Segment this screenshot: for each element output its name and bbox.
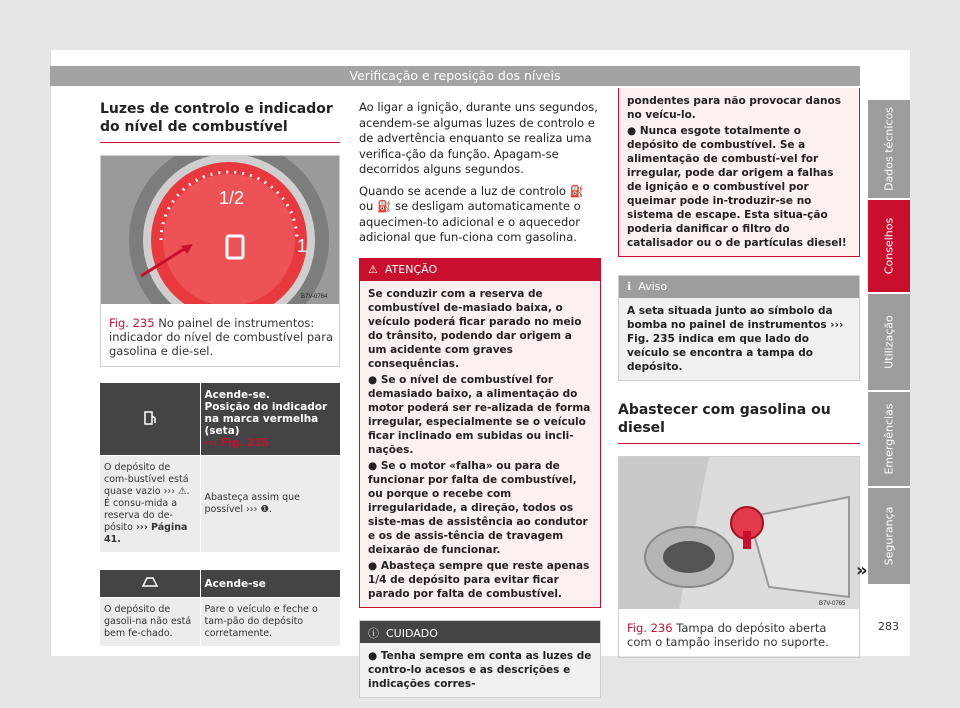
gauge-label-full: 1 <box>297 236 308 256</box>
caution-continuation: pondentes para não provocar danos no veícu-lo. ● Nunca esgote totalmente o depósito de combustível. Se a alimentação de combustí-vel for irregular, pode dar origem a falhas de ignição e o combustível por queimar pode in-troduzir-se no sistema de escape. Esta situa-ção poderia danificar o filtro do catalisador ou o de partículas diesel! <box>618 88 860 257</box>
table2-cell-action: Pare o veículo e feche o tam-pão do depósito corretamente. <box>200 598 340 647</box>
warning-item: ● Se o motor «falha» ou para de funcionar por falta de combustível, ou porque o recebe com irregularidade, a direção, todos os siste-mas de assistência ao condutor e os de assis-tência de travagem deixarão de funcionar. <box>368 459 588 556</box>
indicator-table-cap <box>100 570 340 646</box>
table1-cell-condition: O depósito de com-bustível está quase vazio ››› ⚠. É consu-mida a reserva do de-pósito ››› Página 41. <box>100 456 200 553</box>
table2-cell-condition: O depósito de gasoli-na não está bem fe-chado. <box>100 598 200 647</box>
warning-header: ⚠ ATENÇÃO <box>360 259 600 281</box>
section-title-indicators: Luzes de controlo e indicador do nível de combustível <box>100 100 340 143</box>
note-header: ℹ Aviso <box>619 276 859 298</box>
figure-code: B7V-0765 <box>819 601 846 607</box>
warning-box <box>359 258 601 608</box>
caution-body: ● Tenha sempre em conta as luzes de contro-lo acesos e as descrições e indicações corres- <box>360 643 600 697</box>
page-number: 283 <box>878 620 899 633</box>
sidebar-tab-emergencias[interactable]: Emergências <box>868 392 910 486</box>
caution-header: ⓘ CUIDADO <box>360 621 600 643</box>
paragraph-heater: Quando se acende a luz de controlo ⛽ ou ⛽ se desligam automaticamente o aquecimen-to adicional e o aquecedor adicional que fun-ciona com gasolina. <box>359 183 584 244</box>
figure-caption: Fig. 235 No painel de instrumentos: indicador do nível de combustível para gasolina e die-sel. <box>109 316 334 358</box>
fuel-gauge-illustration <box>101 156 339 304</box>
fuel-level-icon <box>100 383 200 456</box>
sidebar-tab-utilizacao[interactable]: Utilização <box>868 294 910 390</box>
continue-arrow: » <box>856 560 868 581</box>
page-header: Verificação e reposição dos níveis <box>50 66 860 86</box>
figure-235 <box>100 155 340 367</box>
warning-item: ● Abasteça sempre que reste apenas 1/4 de depósito para evitar ficar parado por falta de combustível. <box>368 559 590 600</box>
caution-box <box>359 620 601 698</box>
gauge-label-half: 1/2 <box>219 188 245 208</box>
left-column <box>100 100 340 646</box>
sidebar-tab-dados-tecnicos[interactable]: Dados técnicos <box>868 100 910 198</box>
right-column <box>618 88 860 658</box>
paragraph-ignition: Ao ligar a ignição, durante uns segundos, acendem-se algumas luzes de controlo e de advertência enquanto se realiza uma verifica-ção da função. Apagam-se decorridos alguns segundos. <box>359 100 598 176</box>
figure-236 <box>618 456 860 658</box>
figure-code: B7V-0764 <box>301 294 328 300</box>
table1-cell-action: Abasteça assim que possível ››› ❶. <box>200 456 340 553</box>
fuel-door-illustration <box>619 457 859 609</box>
note-box <box>618 275 860 381</box>
section-title-refuel: Abastecer com gasolina ou diesel <box>618 401 860 444</box>
warning-item: ● Se o nível de combustível for demasiado baixo, a alimentação do motor poderá ser re-alizada de forma irregular, especialmente se o veículo ficar inclinado em subidas ou incli-nações. <box>368 373 591 456</box>
figure-caption: Fig. 236 Tampa do depósito aberta com o tampão inserido no suporte. <box>627 621 829 649</box>
warning-triangle-icon: ⚠ <box>368 262 378 276</box>
caution-item: ● Nunca esgote totalmente o depósito de combustível. Se a alimentação de combustí-vel for irregular, pode dar origem a falhas de ignição e o combustível por queimar pode in-troduzir-se no sistema de escape. Esta situa-ção poderia danificar o filtro do catalisador ou o de partículas diesel! <box>627 125 847 249</box>
note-body: A seta situada junto ao símbolo da bomba no painel de instrumentos ››› Fig. 235 indica em que lado do veículo se encontra a tampa do depósito. <box>619 298 859 380</box>
info-icon: ℹ <box>627 280 632 293</box>
fuel-cap-icon <box>100 570 200 598</box>
table2-header: Acende-se <box>200 570 340 598</box>
sidebar-tab-seguranca[interactable]: Segurança <box>868 488 910 584</box>
indicator-table-fuel <box>100 383 340 552</box>
sidebar-tab-conselhos[interactable]: Conselhos <box>868 200 910 292</box>
middle-column <box>359 100 601 698</box>
table1-header: Acende-se. Posição do indicador na marca vermelha (seta) ››› Fig. 235 <box>200 383 340 456</box>
caution-circle-icon: ⓘ <box>368 626 379 640</box>
warning-body: Se conduzir com a reserva de combustível de-masiado baixa, o veículo poderá ficar parado no meio do trânsito, podendo dar origem a um acidente com graves consequências. ● Se o nível de combustível for demasiado baixo, a alimentação do motor poderá ser re-alizada de forma irregular, especialmente se o veículo ficar inclinado em subidas ou incli-nações. ● Se o motor «falha» ou para de funcionar por falta de combustível, ou porque o recebe com irregularidade, a direção, todos os siste-mas de assistência ao condutor e os de assis-tência de travagem deixarão de funcionar. ● Abasteça sempre que reste apenas 1/4 de depósito para evitar ficar parado por falta de combustível. <box>360 281 600 607</box>
